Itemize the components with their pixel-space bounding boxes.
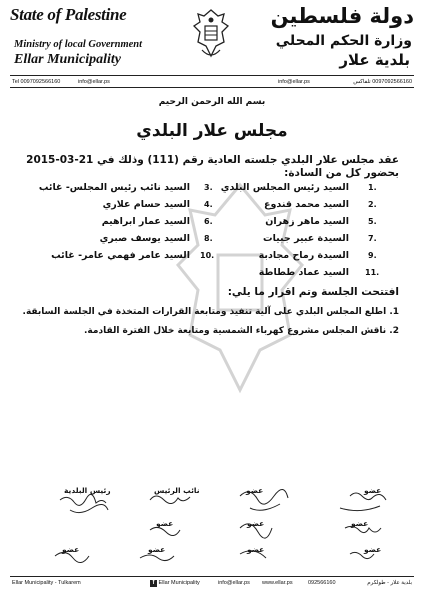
decisions-heading: افتتحت الجلسة وتم اقرار ما يلي:: [227, 286, 399, 298]
council-title: مجلس علار البلدي: [136, 121, 288, 141]
signature-label-member: عضو: [351, 519, 369, 528]
attendee-name: السيد عمار ابراهيم: [101, 216, 190, 227]
signature-label-member: عضو: [247, 519, 265, 528]
header-ar-municipality: بلدية علار: [339, 51, 410, 69]
decision-item: 1. اطلع المجلس البلدي على آلية تنفيذ ومتابعة القرارات المتخذة في الجلسة السابقة.: [22, 307, 399, 317]
attendee-number: 2.: [368, 200, 377, 209]
footer-website: www.ellar.ps: [262, 580, 293, 586]
footer-name-ar: بلدية علار - طولكرم: [367, 580, 412, 586]
palestine-emblem-icon: [188, 6, 234, 64]
attendee-number: 9.: [368, 251, 377, 260]
basmala: بسم الله الرحمن الرحيم: [158, 97, 266, 107]
signature-label-member: عضو: [364, 545, 382, 554]
footer-facebook-label: Ellar Municipality: [158, 580, 200, 586]
header-ar-state: دولة فلسطين: [270, 4, 414, 28]
facebook-icon: f: [150, 580, 157, 587]
footer-phone: 092566160: [308, 580, 336, 586]
decision-item: 2. ناقش المجلس مشروع كهرباء الشمسية ومتابعة خلال الفترة القادمة.: [84, 326, 399, 336]
attendee-number: 5.: [368, 217, 377, 226]
attendee-name: السيد عماد ططاطة: [258, 267, 349, 278]
attendee-number: 4.: [204, 200, 213, 209]
attendee-name: السيد رئيس المجلس البلدي: [220, 182, 349, 193]
signature-label-member: عضو: [246, 486, 264, 495]
header-ar-ministry: وزارة الحكم المحلي: [275, 33, 412, 49]
header-rule: [10, 75, 414, 76]
header-contact-left-phone: Tel 0097092566160: [12, 79, 61, 85]
header-en-municipality: Ellar Municipality: [14, 52, 121, 67]
attendee-name: السيد ماهر زهران: [265, 216, 349, 227]
header-rule-bottom: [10, 87, 414, 88]
attendee-number: 1.: [368, 183, 377, 192]
attendee-name: السيدة عبير جبيات: [263, 233, 349, 244]
attendee-number: 8.: [204, 234, 213, 243]
header-en-title: State of Palestine: [10, 5, 127, 24]
signature-label-member: عضو: [247, 545, 265, 554]
attendee-name: السيد نائب رئيس المجلس- غائب: [38, 182, 190, 193]
footer-email: info@ellar.ps: [218, 580, 250, 586]
header-contact-left-email: info@ellar.ps: [78, 79, 110, 85]
header-en-ministry: Ministry of local Government: [14, 39, 143, 50]
attendee-number: 6.: [204, 217, 213, 226]
signature-label-member: عضو: [148, 545, 166, 554]
signature-label-member: عضو: [364, 486, 382, 495]
signature-label-member: عضو: [156, 519, 174, 528]
signature-label-member: عضو: [62, 545, 80, 554]
footer-facebook: [150, 580, 200, 587]
attendee-name: السيد يوسف صبري: [99, 233, 190, 244]
footer-rule: [10, 576, 414, 577]
attendee-number: 11.: [365, 268, 380, 277]
session-intro: عقد مجلس علار البلدي جلسته العادية رقم (111) وذلك في 21-03-2015 بحضور كل من السادة:: [26, 154, 399, 179]
header-contact-right-phone: 0097092566160 تلفاكس: [353, 79, 412, 85]
attendee-name: السيدة رماح مجادبة: [258, 250, 349, 261]
attendee-number: 7.: [368, 234, 377, 243]
attendee-name: السيد حسام علاري: [102, 199, 190, 210]
signature-label-deputy: نائب الرئيس: [154, 486, 200, 495]
footer-name-en: Ellar Municipality - Tulkarem: [12, 580, 81, 586]
attendee-number: 10.: [200, 251, 215, 260]
signature-label-mayor: رئيس البلدية: [64, 486, 111, 495]
header-contact-right-email: info@ellar.ps: [278, 79, 310, 85]
attendee-name: السيد محمد قندوع: [263, 199, 349, 210]
attendee-number: 3.: [204, 183, 213, 192]
attendee-name: السيد عامر فهمي عامر- غائب: [51, 250, 190, 261]
handwritten-signatures-icon: [0, 480, 424, 580]
